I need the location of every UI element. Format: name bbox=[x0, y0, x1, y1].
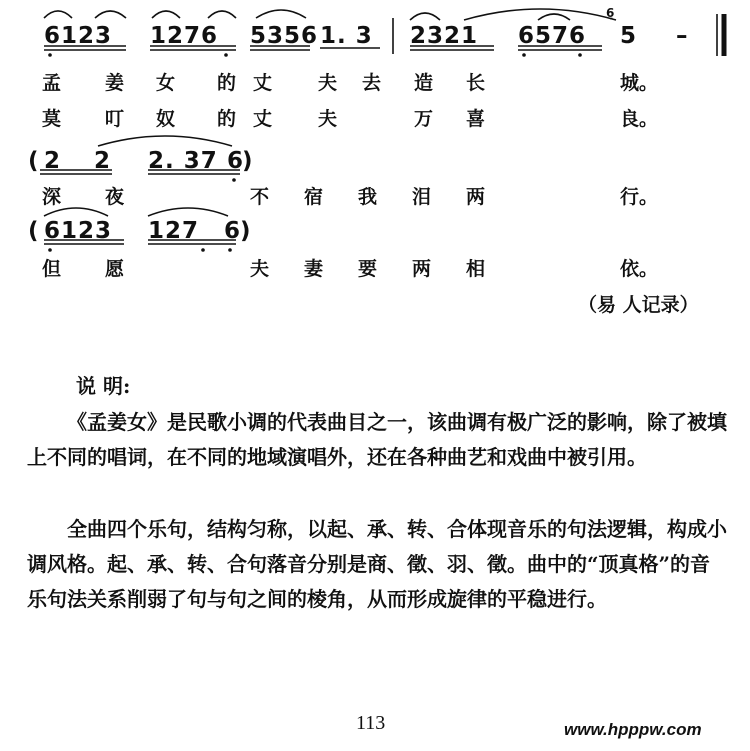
slur bbox=[95, 11, 126, 18]
note-group: 6123 bbox=[44, 23, 113, 49]
recorder-credit: （易 人记录） bbox=[578, 294, 699, 316]
note: 6 bbox=[224, 218, 242, 244]
lyric-char: 孟 bbox=[42, 72, 62, 94]
lyric-char: 长 bbox=[466, 72, 486, 94]
paren-open: ( bbox=[28, 148, 40, 174]
note-group: 2321 bbox=[410, 23, 479, 49]
lyric-char: 夜 bbox=[105, 186, 125, 208]
note-group: 1. 3 bbox=[320, 23, 373, 49]
lyric-char: 妻 bbox=[304, 258, 324, 280]
final-note: 5 bbox=[620, 23, 638, 49]
dash-hold: – bbox=[676, 23, 689, 49]
paren-close: ) bbox=[242, 148, 254, 174]
lyric-char: 不 bbox=[250, 186, 270, 208]
lyric-char: 姜 bbox=[105, 72, 125, 94]
watermark-text: www.hpppw.com bbox=[564, 720, 702, 739]
lyric-char: 两 bbox=[412, 258, 432, 280]
jianpu-score bbox=[0, 0, 750, 316]
lyric-char: 相 bbox=[466, 258, 486, 280]
lyric-char: 喜 bbox=[466, 108, 486, 130]
lyric-char: 泪 bbox=[412, 186, 432, 208]
note-group: 2. 37 bbox=[148, 148, 218, 174]
slur bbox=[208, 11, 236, 18]
lyric-char: 愿 bbox=[105, 258, 125, 280]
lyric-char: 宿 bbox=[304, 186, 324, 208]
lyric-char: 良。 bbox=[620, 108, 659, 130]
lyric-char: 但 bbox=[42, 258, 62, 280]
lyric-char: 我 bbox=[358, 186, 378, 208]
slur bbox=[538, 14, 570, 20]
lyric-char: 万 bbox=[414, 108, 434, 130]
lyric-char: 去 bbox=[362, 72, 382, 94]
note: 2 bbox=[44, 148, 62, 174]
lyric-char: 两 bbox=[466, 186, 486, 208]
slur bbox=[98, 136, 232, 146]
notes-paragraph-1: 《孟姜女》是民歌小调的代表曲目之一，该曲调有极广泛的影响，除了被填上不同的唱词，在不同的地域演唱外，还在各种曲艺和戏曲中被引用。 bbox=[27, 410, 727, 469]
slur bbox=[148, 208, 228, 216]
note-group: 6576 bbox=[518, 23, 587, 49]
lyric-char: 莫 bbox=[42, 108, 62, 130]
lyric-char: 夫 bbox=[250, 258, 270, 280]
lyric-char: 叮 bbox=[105, 108, 125, 130]
lyric-char: 深 bbox=[42, 186, 62, 208]
lyric-char: 的 bbox=[217, 72, 237, 94]
lyric-char: 要 bbox=[358, 258, 378, 280]
lyric-char: 奴 bbox=[156, 108, 176, 130]
note: 6 bbox=[227, 148, 245, 174]
paren-close: ) bbox=[240, 218, 252, 244]
note-group: 6123 bbox=[44, 218, 113, 244]
lyric-char: 丈 bbox=[253, 108, 273, 130]
lyric-char: 丈 bbox=[253, 72, 273, 94]
notes-paragraph-2: 全曲四个乐句，结构匀称，以起、承、转、合体现音乐的句法逻辑，构成小调风格。起、承、转、合句落音分别是商、徵、羽、徵。曲中的“顶真格”的音乐句法关系削弱了句与句之间的棱角，从而形成旋律的平稳进行。 bbox=[27, 517, 727, 611]
lyric-char: 的 bbox=[217, 108, 237, 130]
slur bbox=[44, 11, 72, 18]
lyric-char: 依。 bbox=[620, 258, 659, 280]
slur bbox=[256, 10, 306, 18]
lyric-char: 女 bbox=[156, 72, 176, 94]
slur bbox=[410, 13, 440, 20]
page-number: 113 bbox=[356, 712, 386, 734]
note-group: 127 bbox=[148, 218, 200, 244]
lyric-char: 造 bbox=[414, 72, 434, 94]
lyric-char: 夫 bbox=[318, 72, 338, 94]
lyric-char: 城。 bbox=[620, 72, 659, 94]
slur bbox=[152, 11, 180, 18]
note-group: 1276 bbox=[150, 23, 219, 49]
note: 2 bbox=[94, 148, 112, 174]
lyric-char: 夫 bbox=[318, 108, 338, 130]
note-group: 5356 bbox=[250, 23, 319, 49]
grace-note: 6̣ bbox=[606, 6, 616, 20]
lyric-char: 行。 bbox=[620, 186, 659, 208]
paren-open: ( bbox=[28, 218, 40, 244]
notes-heading: 说 明: bbox=[76, 374, 131, 398]
slur bbox=[44, 208, 108, 216]
